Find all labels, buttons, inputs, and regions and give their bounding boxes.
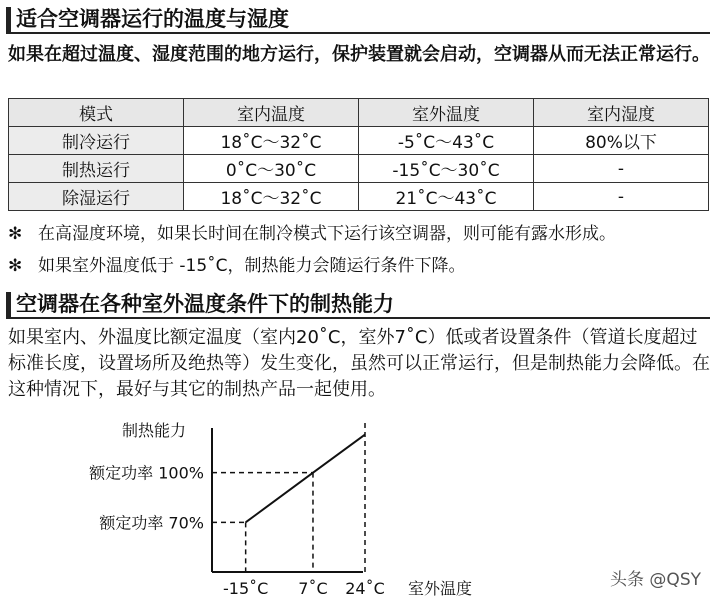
x-axis-label: 室外温度 bbox=[408, 579, 473, 598]
table-cell: 18˚C～32˚C bbox=[184, 127, 359, 155]
heating-capacity-chart bbox=[0, 400, 715, 600]
table-header-cell: 室内湿度 bbox=[534, 99, 709, 127]
table-header-cell: 室内温度 bbox=[184, 99, 359, 127]
watermark: 头条 @QSY bbox=[610, 570, 701, 590]
table-header-cell: 模式 bbox=[9, 99, 184, 127]
x-tick-label: -15˚C bbox=[223, 579, 269, 598]
heating-capacity-description: 如果室内、外温度比额定温度（室内20˚C，室外7˚C）低或者设置条件（管道长度超过标准长度，设置场所及绝热等）发生变化，虽然可以正常运行，但是制热能力会降低。在这种情况下，最好与其它的制热产品一起使用。 bbox=[8, 327, 710, 400]
asterisk-icon: ✻ bbox=[8, 256, 23, 276]
y-tick-label: 额定功率 100% bbox=[89, 463, 204, 483]
mode-cell: 制冷运行 bbox=[9, 127, 184, 155]
x-tick-label: 24˚C bbox=[345, 579, 385, 598]
table-cell: 21˚C～43˚C bbox=[359, 183, 534, 211]
table-cell: -15˚C～30˚C bbox=[359, 155, 534, 183]
operating-range-table bbox=[8, 98, 709, 211]
table-cell: 0˚C～30˚C bbox=[184, 155, 359, 183]
note-text: 如果室外温度低于 -15˚C，制热能力会随运行条件下降。 bbox=[38, 256, 466, 276]
y-axis-label: 制热能力 bbox=[122, 421, 187, 440]
section-title-operating-range: 适合空调器运行的温度与湿度 bbox=[6, 6, 710, 34]
section-title-heating-capacity: 空调器在各种室外温度条件下的制热能力 bbox=[6, 291, 710, 319]
series-line bbox=[246, 435, 365, 523]
table-cell: - bbox=[534, 183, 709, 211]
table-row bbox=[9, 155, 709, 183]
mode-cell: 制热运行 bbox=[9, 155, 184, 183]
table-cell: 80%以下 bbox=[534, 127, 709, 155]
table-cell: -5˚C～43˚C bbox=[359, 127, 534, 155]
x-tick-label: 7˚C bbox=[298, 579, 328, 598]
table-header-row bbox=[9, 99, 709, 127]
mode-cell: 除湿运行 bbox=[9, 183, 184, 211]
table-cell: - bbox=[534, 155, 709, 183]
intro-text: 如果在超过温度、湿度范围的地方运行，保护装置就会启动，空调器从而无法正常运行。 bbox=[8, 44, 710, 65]
table-row bbox=[9, 183, 709, 211]
note-heating-low-temp bbox=[8, 254, 466, 278]
asterisk-icon: ✻ bbox=[8, 224, 23, 244]
y-tick-label: 额定功率 70% bbox=[99, 513, 204, 533]
table-cell: 18˚C～32˚C bbox=[184, 183, 359, 211]
note-humidity bbox=[8, 222, 616, 246]
table-row bbox=[9, 127, 709, 155]
table-header-cell: 室外温度 bbox=[359, 99, 534, 127]
note-text: 在高湿度环境，如果长时间在制冷模式下运行该空调器，则可能有露水形成。 bbox=[38, 224, 616, 244]
